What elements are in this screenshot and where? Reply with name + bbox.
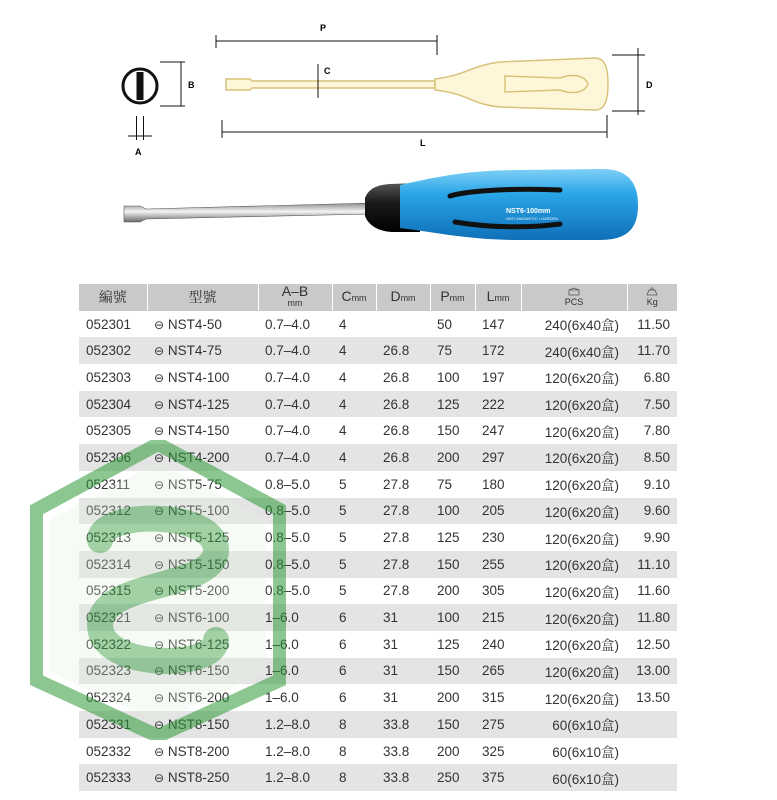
cell-c: 6 [332,684,376,711]
cell-ab: 1–6.0 [258,631,332,658]
cell-pcs: 60(6x10盒) [521,711,627,738]
cell-c: 4 [332,364,376,391]
cell-l: 247 [475,417,521,444]
carton-icon [568,287,580,296]
slot-symbol-icon: ⊖ [154,504,165,519]
slot-symbol-icon: ⊖ [154,477,165,492]
table-row [79,578,677,605]
cell-p: 200 [430,738,475,765]
cell-p: 250 [430,764,475,791]
table-row [79,604,677,631]
cell-kg [627,738,677,765]
cell-code: 052305 [79,417,147,444]
cell-code: 052332 [79,738,147,765]
cell-ab: 1–6.0 [258,684,332,711]
cell-ab: 1–6.0 [258,658,332,685]
cell-p: 75 [430,471,475,498]
cell-model: ⊖ NST4-125 [147,391,258,418]
table-row [79,337,677,364]
cell-kg: 13.50 [627,684,677,711]
cell-l: 275 [475,711,521,738]
cell-l: 147 [475,311,521,338]
cell-c: 6 [332,604,376,631]
cell-kg: 13.00 [627,658,677,685]
cell-kg: 11.10 [627,551,677,578]
screwdriver-photo [124,169,638,240]
cell-l: 305 [475,578,521,605]
cell-kg: 12.50 [627,631,677,658]
cell-ab: 1–6.0 [258,604,332,631]
table-row [79,711,677,738]
cell-code: 052315 [79,578,147,605]
dimension-label-c: C [324,66,331,76]
cell-code: 052314 [79,551,147,578]
cell-l: 240 [475,631,521,658]
cell-c: 6 [332,658,376,685]
cell-code: 052304 [79,391,147,418]
cell-ab: 1.2–8.0 [258,738,332,765]
cell-p: 150 [430,551,475,578]
cell-code: 052333 [79,764,147,791]
cell-l: 297 [475,444,521,471]
cell-p: 150 [430,417,475,444]
cell-l: 230 [475,524,521,551]
cell-pcs: 120(6x20盒) [521,471,627,498]
table-row [79,551,677,578]
cell-code: 052302 [79,337,147,364]
cell-code: 052311 [79,471,147,498]
cell-pcs: 120(6x20盒) [521,684,627,711]
cell-model: ⊖ NST8-200 [147,738,258,765]
slot-symbol-icon: ⊖ [154,717,165,732]
cell-pcs: 120(6x20盒) [521,631,627,658]
weight-icon [646,287,658,296]
cell-d: 31 [376,604,430,631]
cell-l: 172 [475,337,521,364]
cell-model: ⊖ NST4-200 [147,444,258,471]
cell-d: 27.8 [376,578,430,605]
cell-p: 100 [430,604,475,631]
cell-p: 200 [430,684,475,711]
cell-model: ⊖ NST4-100 [147,364,258,391]
cell-code: 052312 [79,498,147,525]
dimension-b [160,62,185,106]
dimension-label-d: D [646,80,653,90]
cell-l: 222 [475,391,521,418]
cell-p: 150 [430,658,475,685]
dimension-a [128,116,152,140]
slot-symbol-icon: ⊖ [154,317,165,332]
cell-ab: 0.7–4.0 [258,311,332,338]
cell-pcs: 120(6x20盒) [521,498,627,525]
cell-l: 265 [475,658,521,685]
spec-table [79,284,677,791]
table-row [79,524,677,551]
cell-d: 31 [376,658,430,685]
cell-model: ⊖ NST5-75 [147,471,258,498]
cell-pcs: 120(6x20盒) [521,658,627,685]
cell-pcs: 60(6x10盒) [521,764,627,791]
cell-pcs: 120(6x20盒) [521,444,627,471]
cell-p: 125 [430,391,475,418]
cell-c: 8 [332,738,376,765]
header-code: 編號 [79,284,147,311]
cell-model: ⊖ NST6-125 [147,631,258,658]
slot-symbol-icon: ⊖ [154,397,165,412]
cell-pcs: 240(6x40盒) [521,311,627,338]
dimension-label-p: P [320,23,327,33]
cell-c: 8 [332,764,376,791]
table-row [79,684,677,711]
screwdriver-outline [226,58,608,110]
cell-pcs: 120(6x20盒) [521,364,627,391]
cell-l: 255 [475,551,521,578]
cell-kg: 9.60 [627,498,677,525]
cell-c: 5 [332,498,376,525]
table-row [79,444,677,471]
cell-kg: 7.50 [627,391,677,418]
cell-kg: 6.80 [627,364,677,391]
cell-p: 125 [430,631,475,658]
cell-c: 4 [332,337,376,364]
cell-kg: 9.90 [627,524,677,551]
cell-model: ⊖ NST4-150 [147,417,258,444]
cell-kg [627,711,677,738]
slot-symbol-icon: ⊖ [154,771,165,786]
table-row [79,738,677,765]
cell-c: 4 [332,311,376,338]
cell-l: 215 [475,604,521,631]
header-pcs: PCS [521,284,627,311]
cell-l: 315 [475,684,521,711]
cell-d: 26.8 [376,391,430,418]
cell-d: 27.8 [376,498,430,525]
cell-p: 100 [430,498,475,525]
cell-code: 052324 [79,684,147,711]
cell-model: ⊖ NST4-50 [147,311,258,338]
cell-kg: 11.50 [627,311,677,338]
table-header-row [79,284,677,311]
cell-c: 8 [332,711,376,738]
cell-model: ⊖ NST5-100 [147,498,258,525]
header-ab: A–B mm [258,284,332,311]
slot-symbol-icon: ⊖ [154,344,165,359]
cell-d: 31 [376,631,430,658]
cell-pcs: 120(6x20盒) [521,578,627,605]
cell-c: 4 [332,391,376,418]
dimension-l [222,115,607,138]
header-c: Cmm [332,284,376,311]
cell-kg: 11.60 [627,578,677,605]
cell-ab: 0.7–4.0 [258,444,332,471]
header-p: Pmm [430,284,475,311]
cell-ab: 0.8–5.0 [258,524,332,551]
cell-pcs: 120(6x20盒) [521,417,627,444]
table-row [79,631,677,658]
slot-symbol-icon: ⊖ [154,584,165,599]
cell-c: 5 [332,578,376,605]
cell-model: ⊖ NST4-75 [147,337,258,364]
cell-ab: 0.7–4.0 [258,337,332,364]
table-row [79,311,677,338]
cell-l: 180 [475,471,521,498]
cell-code: 052321 [79,604,147,631]
cell-ab: 0.7–4.0 [258,364,332,391]
cell-model: ⊖ NST5-125 [147,524,258,551]
cell-kg: 9.10 [627,471,677,498]
cell-ab: 0.8–5.0 [258,551,332,578]
slot-symbol-icon: ⊖ [154,557,165,572]
cell-code: 052306 [79,444,147,471]
cell-c: 5 [332,524,376,551]
cell-d [376,311,430,338]
cell-kg: 11.70 [627,337,677,364]
cell-d: 27.8 [376,551,430,578]
cell-d: 33.8 [376,738,430,765]
cell-d: 26.8 [376,337,430,364]
cell-ab: 0.7–4.0 [258,417,332,444]
cell-d: 27.8 [376,524,430,551]
slot-symbol-icon: ⊖ [154,744,165,759]
handle-marking: NST6-100mm [506,208,551,215]
cell-c: 6 [332,631,376,658]
cell-p: 50 [430,311,475,338]
cell-code: 052323 [79,658,147,685]
cell-ab: 0.8–5.0 [258,498,332,525]
table-row [79,471,677,498]
slot-symbol-icon: ⊖ [154,611,165,626]
cell-p: 100 [430,364,475,391]
cell-p: 200 [430,578,475,605]
cell-pcs: 240(6x40盒) [521,337,627,364]
cell-p: 150 [430,711,475,738]
cell-ab: 0.7–4.0 [258,391,332,418]
header-d: Dmm [376,284,430,311]
cell-code: 052331 [79,711,147,738]
header-l: Lmm [475,284,521,311]
handle-marking-small: ANTI-MAGNETIC • HARDEN [506,216,559,221]
cell-c: 5 [332,551,376,578]
slot-symbol-icon: ⊖ [154,531,165,546]
table-row [79,764,677,791]
cell-code: 052313 [79,524,147,551]
cell-d: 27.8 [376,471,430,498]
table-row [79,417,677,444]
cell-kg: 11.80 [627,604,677,631]
cell-model: ⊖ NST5-150 [147,551,258,578]
table-row [79,498,677,525]
cell-d: 33.8 [376,711,430,738]
cell-p: 200 [430,444,475,471]
cell-model: ⊖ NST6-150 [147,658,258,685]
cell-kg: 8.50 [627,444,677,471]
cell-code: 052322 [79,631,147,658]
dimension-label-b: B [188,80,195,90]
cell-l: 205 [475,498,521,525]
dimension-label-l: L [420,138,426,148]
cell-d: 33.8 [376,764,430,791]
cell-c: 4 [332,444,376,471]
table-row [79,391,677,418]
cell-pcs: 120(6x20盒) [521,391,627,418]
cell-pcs: 60(6x10盒) [521,738,627,765]
cell-d: 26.8 [376,444,430,471]
slot-symbol-icon: ⊖ [154,664,165,679]
cell-ab: 1.2–8.0 [258,711,332,738]
slot-symbol-icon: ⊖ [154,691,165,706]
cell-kg [627,764,677,791]
cell-pcs: 120(6x20盒) [521,604,627,631]
slot-symbol-icon: ⊖ [154,450,165,465]
cell-ab: 1.2–8.0 [258,764,332,791]
cell-p: 125 [430,524,475,551]
cell-kg: 7.80 [627,417,677,444]
cell-ab: 0.8–5.0 [258,471,332,498]
cell-l: 375 [475,764,521,791]
cell-model: ⊖ NST8-250 [147,764,258,791]
cell-c: 5 [332,471,376,498]
cell-pcs: 120(6x20盒) [521,524,627,551]
cell-model: ⊖ NST6-200 [147,684,258,711]
slot-symbol-icon: ⊖ [154,424,165,439]
cell-pcs: 120(6x20盒) [521,551,627,578]
cell-l: 197 [475,364,521,391]
cell-model: ⊖ NST8-150 [147,711,258,738]
slot-symbol-icon: ⊖ [154,370,165,385]
product-diagram [0,0,777,275]
dimension-p [216,35,437,55]
table-row [79,658,677,685]
cell-p: 75 [430,337,475,364]
cell-d: 26.8 [376,364,430,391]
cell-code: 052301 [79,311,147,338]
cell-d: 26.8 [376,417,430,444]
cell-d: 31 [376,684,430,711]
cell-c: 4 [332,417,376,444]
header-model: 型號 [147,284,258,311]
table-row [79,364,677,391]
cell-code: 052303 [79,364,147,391]
tip-end-view [123,69,157,103]
cell-model: ⊖ NST5-200 [147,578,258,605]
cell-ab: 0.8–5.0 [258,578,332,605]
slot-symbol-icon: ⊖ [154,637,165,652]
cell-model: ⊖ NST6-100 [147,604,258,631]
header-kg: Kg [627,284,677,311]
dimension-label-a: A [135,147,142,157]
dimension-d [612,48,645,115]
cell-l: 325 [475,738,521,765]
